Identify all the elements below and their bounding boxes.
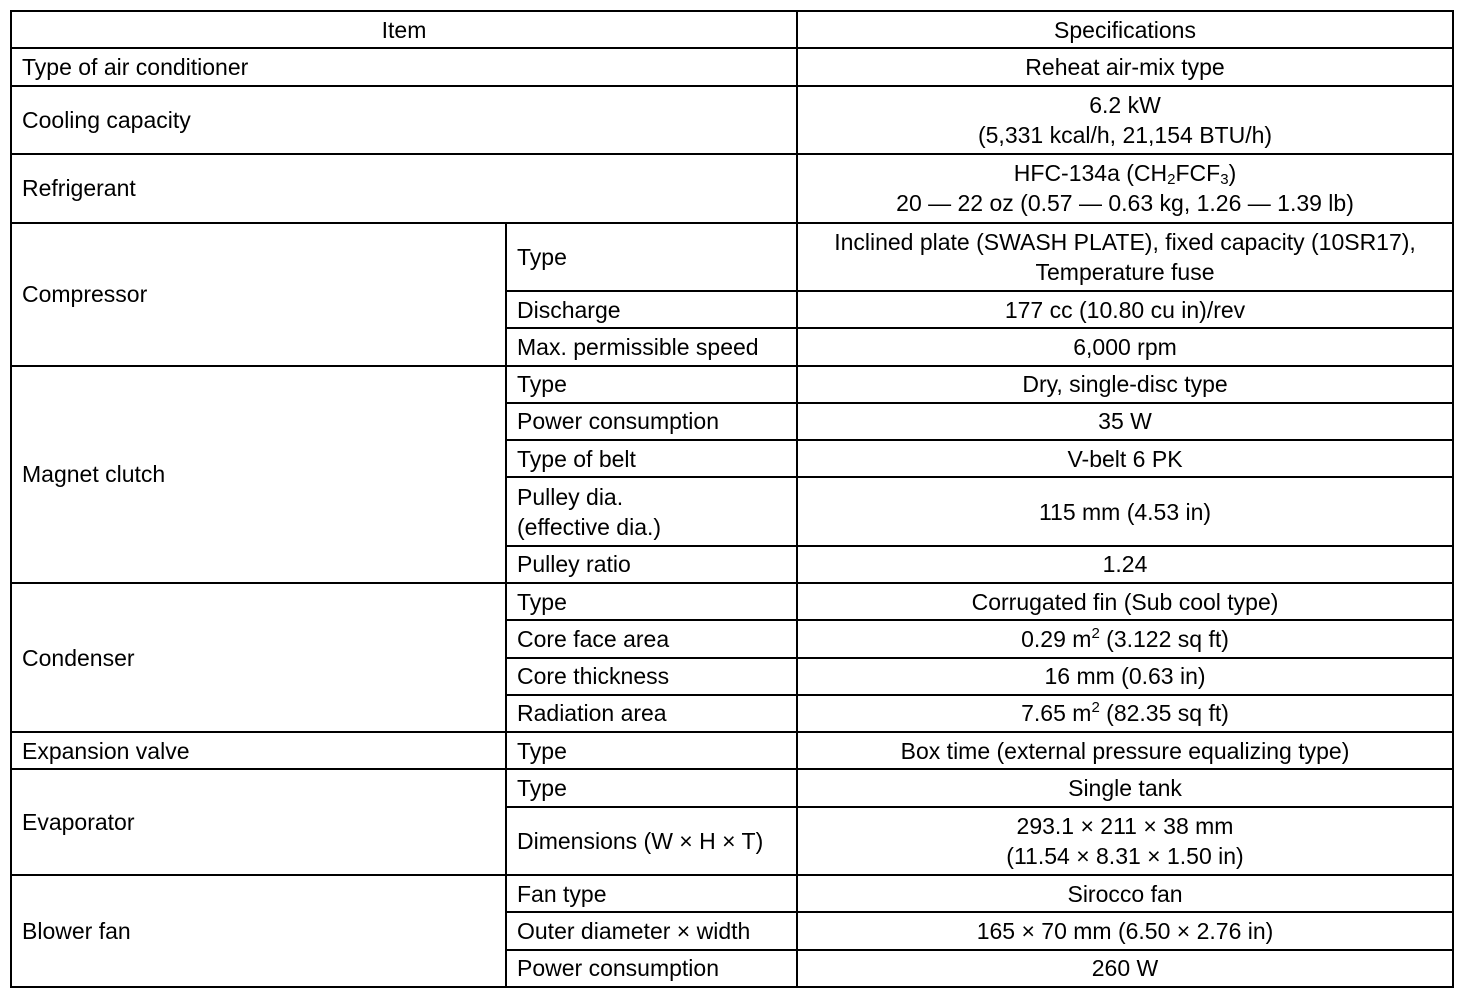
refrigerant-line-1 [808,158,1442,188]
clutch-belt-value: V-belt 6 PK [797,440,1453,477]
condenser-type-label: Type [506,583,797,620]
face-sup: 2 [1091,624,1100,642]
type-of-ac-value: Reheat air-mix type [797,48,1453,85]
clutch-belt-label: Type of belt [506,440,797,477]
face-value-a: 0.29 m [1021,625,1092,652]
evaporator-type-label: Type [506,769,797,806]
compressor-discharge-value: 177 cc (10.80 cu in)/rev [797,291,1453,328]
cooling-line-2: (5,331 kcal/h, 21,154 BTU/h) [977,121,1273,148]
table-row [11,154,1453,222]
compressor-speed-label: Max. permissible speed [506,328,797,365]
refrigerant-name-b: FCF [1175,160,1221,187]
refrigerant-name-a: HFC-134a (CH [1013,160,1168,187]
table-row [11,48,1453,85]
evaporator-dim-label: Dimensions (W × H × T) [506,807,797,875]
refrigerant-sub-a: 2 [1167,171,1176,189]
expansion-valve-type-label: Type [506,732,797,769]
clutch-ratio-value: 1.24 [797,546,1453,583]
clutch-type-label: Type [506,366,797,403]
dim-line-2: (11.54 × 8.31 × 1.50 in) [1006,842,1244,869]
face-value-b: (3.122 sq ft) [1099,625,1229,652]
table-row [11,583,1453,620]
evaporator-dim-value [797,807,1453,875]
radiation-sup: 2 [1091,699,1100,717]
compressor-type-line-2: Temperature fuse [1035,258,1215,285]
compressor-type-line-1: Inclined plate (SWASH PLATE), fixed capacity (10SR17), [834,228,1416,255]
expansion-valve-label: Expansion valve [11,732,506,769]
compressor-speed-value: 6,000 rpm [797,328,1453,365]
specifications-header: Specifications [797,11,1453,48]
refrigerant-name-c: ) [1228,160,1237,187]
compressor-type-value [797,223,1453,291]
cooling-capacity-value [797,86,1453,154]
blower-diameter-label: Outer diameter × width [506,912,797,949]
blower-fan-type-value: Sirocco fan [797,875,1453,912]
condenser-face-value [797,620,1453,657]
condenser-thickness-value: 16 mm (0.63 in) [797,658,1453,695]
condenser-radiation-label: Radiation area [506,695,797,732]
compressor-type-label: Type [506,223,797,291]
clutch-power-label: Power consumption [506,403,797,440]
table-row [11,875,1453,912]
table-row [11,86,1453,154]
refrigerant-value [797,154,1453,222]
cooling-capacity-label: Cooling capacity [11,86,797,154]
header-row [11,11,1453,48]
compressor-label: Compressor [11,223,506,366]
ac-specifications-table [10,10,1454,988]
table-row [11,223,1453,291]
compressor-discharge-label: Discharge [506,291,797,328]
clutch-pulley-value: 115 mm (4.53 in) [797,477,1453,545]
blower-power-value: 260 W [797,950,1453,987]
clutch-ratio-label: Pulley ratio [506,546,797,583]
evaporator-type-value: Single tank [797,769,1453,806]
radiation-value-b: (82.35 sq ft) [1099,700,1229,727]
condenser-face-label: Core face area [506,620,797,657]
condenser-type-value: Corrugated fin (Sub cool type) [797,583,1453,620]
radiation-value-a: 7.65 m [1021,700,1092,727]
type-of-ac-label: Type of air conditioner [11,48,797,85]
refrigerant-sub-b: 3 [1220,171,1229,189]
condenser-radiation-value [797,695,1453,732]
pulley-label-line-2: (effective dia.) [517,513,662,540]
refrigerant-line-2: 20 — 22 oz (0.57 — 0.63 kg, 1.26 — 1.39 lb) [896,190,1354,217]
blower-fan-type-label: Fan type [506,875,797,912]
table-row [11,366,1453,403]
clutch-power-value: 35 W [797,403,1453,440]
condenser-label: Condenser [11,583,506,732]
item-header: Item [11,11,797,48]
blower-fan-label: Blower fan [11,875,506,987]
dim-line-1: 293.1 × 211 × 38 mm [1016,812,1234,839]
blower-diameter-value: 165 × 70 mm (6.50 × 2.76 in) [797,912,1453,949]
cooling-line-1: 6.2 kW [1089,91,1161,118]
evaporator-label: Evaporator [11,769,506,875]
clutch-pulley-label [506,477,797,545]
clutch-type-value: Dry, single-disc type [797,366,1453,403]
pulley-label-line-1: Pulley dia. [517,483,624,510]
magnet-clutch-label: Magnet clutch [11,366,506,584]
condenser-thickness-label: Core thickness [506,658,797,695]
refrigerant-label: Refrigerant [11,154,797,222]
table-row [11,732,1453,769]
table-row [11,769,1453,806]
blower-power-label: Power consumption [506,950,797,987]
expansion-valve-type-value: Box time (external pressure equalizing type) [797,732,1453,769]
